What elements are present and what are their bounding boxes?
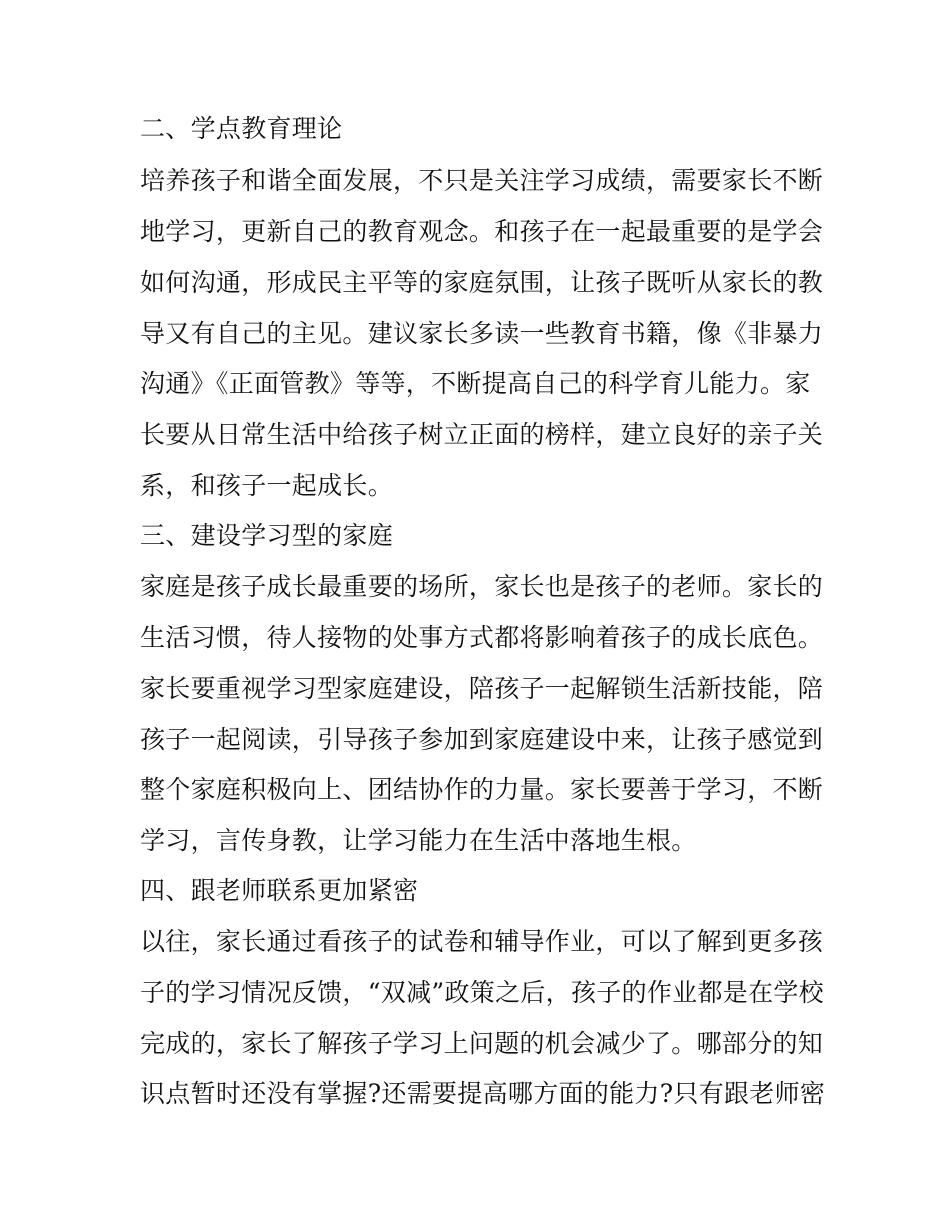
paragraph-line: 长要从日常生活中给孩子树立正面的榜样，建立良好的亲子关 [140, 420, 824, 449]
section-heading: 三、建设学习型的家庭 [140, 521, 394, 550]
paragraph-line: 子的学习情况反馈，“双减”政策之后，孩子的作业都是在学校 [140, 978, 824, 1007]
section-heading: 四、跟老师联系更加紧密 [140, 876, 419, 905]
paragraph-line: 地学习，更新自己的教育观念。和孩子在一起最重要的是学会 [140, 217, 824, 246]
paragraph-line: 系，和孩子一起成长。 [140, 471, 394, 500]
paragraph-line: 导又有自己的主见。建议家长多读一些教育书籍，像《非暴力 [140, 319, 824, 348]
paragraph-line: 孩子一起阅读，引导孩子参加到家庭建设中来，让孩子感觉到 [140, 725, 824, 754]
paragraph-line: 家庭是孩子成长最重要的场所，家长也是孩子的老师。家长的 [140, 572, 824, 601]
paragraph-line: 整个家庭积极向上、团结协作的力量。家长要善于学习，不断 [140, 775, 824, 804]
paragraph-line: 沟通》《正面管教》等等，不断提高自己的科学育儿能力。家 [140, 369, 811, 398]
paragraph-line: 培养孩子和谐全面发展，不只是关注学习成绩，需要家长不断 [140, 166, 824, 195]
paragraph-line: 学习，言传身教，让学习能力在生活中落地生根。 [140, 826, 697, 855]
paragraph-line: 识点暂时还没有掌握?还需要提高哪方面的能力?只有跟老师密 [140, 1079, 826, 1108]
section-heading: 二、学点教育理论 [140, 114, 343, 143]
paragraph-line: 以往，家长通过看孩子的试卷和辅导作业，可以了解到更多孩 [140, 927, 824, 956]
paragraph-line: 生活习惯，待人接物的处事方式都将影响着孩子的成长底色。 [140, 623, 824, 652]
paragraph-line: 家长要重视学习型家庭建设，陪孩子一起解锁生活新技能，陪 [140, 674, 824, 703]
paragraph-line: 完成的，家长了解孩子学习上问题的机会减少了。哪部分的知 [140, 1029, 824, 1058]
paragraph-line: 如何沟通，形成民主平等的家庭氛围，让孩子既听从家长的教 [140, 268, 824, 297]
